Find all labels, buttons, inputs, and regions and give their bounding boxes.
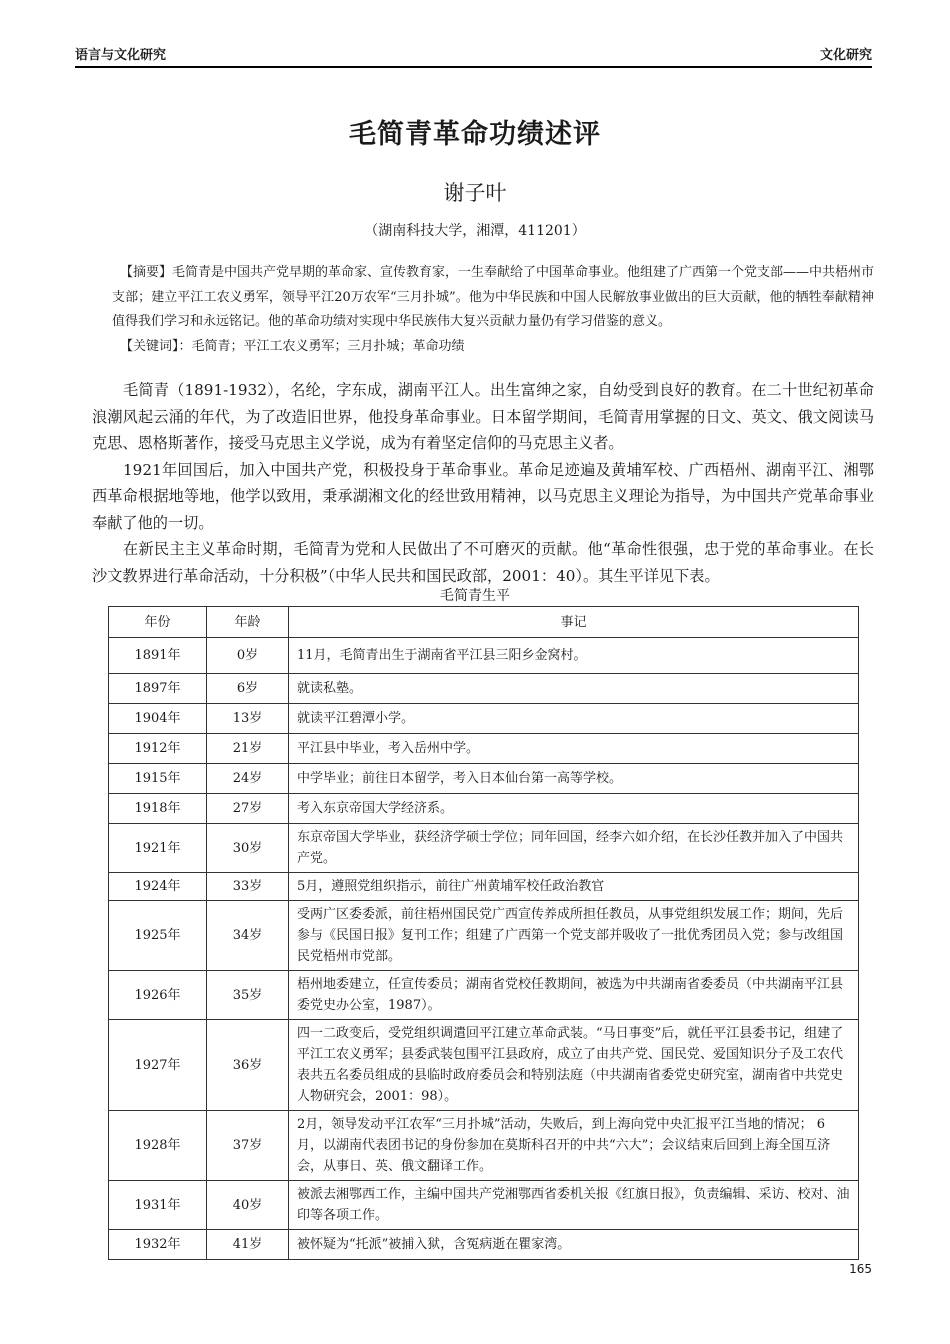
- year-cell: 1921年: [109, 824, 207, 873]
- event-cell: 5月，遵照党组织指示，前往广州黄埔军校任政治教官: [289, 873, 859, 901]
- age-cell: 37岁: [207, 1111, 289, 1181]
- year-cell: 1926年: [109, 971, 207, 1020]
- event-cell: 四一二政变后，受党组织调遣回平江建立革命武装。“马日事变”后，就任平江县委书记，组建了平江工农义勇军；县委武装包围平江县政府，成立了由共产党、国民党、爱国知识分子及工农代表共五名委员组成的县临时政府委员会和特别法庭（中共湖南省委党史研究室，湖南省中共党史人物研究会，2001：98）。: [289, 1020, 859, 1111]
- year-cell: 1932年: [109, 1230, 207, 1260]
- year-cell: 1925年: [109, 901, 207, 971]
- year-cell: 1927年: [109, 1020, 207, 1111]
- age-cell: 34岁: [207, 901, 289, 971]
- age-cell: 21岁: [207, 734, 289, 764]
- year-cell: 1931年: [109, 1181, 207, 1230]
- year-cell: 1918年: [109, 794, 207, 824]
- year-cell: 1915年: [109, 764, 207, 794]
- event-cell: 2月，领导发动平江农军“三月扑城”活动，失败后，到上海向党中央汇报平江当地的情况； 6月，以湖南代表团书记的身份参加在莫斯科召开的中共“六大”；会议结束后回到上海全国互济会，从事日、英、俄文翻译工作。: [289, 1111, 859, 1181]
- table-row: [109, 1181, 859, 1230]
- event-cell: 被派去湘鄂西工作，主编中国共产党湘鄂西省委机关报《红旗日报》，负责编辑、采访、校对、油印等各项工作。: [289, 1181, 859, 1230]
- author-affiliation: （湖南科技大学，湘潭，411201）: [364, 223, 586, 239]
- age-cell: 6岁: [207, 674, 289, 704]
- column-header-year: 年份: [109, 607, 207, 638]
- event-cell: 平江县中毕业，考入岳州中学。: [289, 734, 859, 764]
- year-cell: 1904年: [109, 704, 207, 734]
- event-cell: 被怀疑为“托派”被捕入狱，含冤病逝在瞿家湾。: [289, 1230, 859, 1260]
- table-row: [109, 873, 859, 901]
- body-text: [92, 377, 874, 589]
- table-row: [109, 734, 859, 764]
- year-cell: 1897年: [109, 674, 207, 704]
- table-row: [109, 1230, 859, 1260]
- event-cell: 受两广区委委派，前往梧州国民党广西宣传养成所担任教员，从事党组织发展工作；期间，先后参与《民国日报》复刊工作；组建了广西第一个党支部并吸收了一批优秀团员入党；参与改组国民党梧州市党部。: [289, 901, 859, 971]
- age-cell: 24岁: [207, 764, 289, 794]
- event-cell: 中学毕业；前往日本留学，考入日本仙台第一高等学校。: [289, 764, 859, 794]
- table-row: [109, 1111, 859, 1181]
- event-cell: 就读私塾。: [289, 674, 859, 704]
- journal-name: 语言与文化研究: [75, 48, 167, 63]
- body-paragraph: 毛简青（1891-1932），名纶，字东成，湖南平江人。出生富绅之家，自幼受到良好的教育。在二十世纪初革命浪潮风起云涌的年代，为了改造旧世界，他投身革命事业。日本留学期间，毛简青用掌握的日文、英文、俄文阅读马克思、恩格斯著作，接受马克思主义学说，成为有着坚定信仰的马克思主义者。: [92, 381, 874, 452]
- body-paragraph: 1921年回国后，加入中国共产党，积极投身于革命事业。革命足迹遍及黄埔军校、广西梧州、湖南平江、湘鄂西革命根据地等地，他学以致用，秉承湖湘文化的经世致用精神，以马克思主义理论为指导，为中国共产党革命事业奉献了他的一切。: [92, 460, 874, 532]
- keywords-text: 【关键词】：毛简青；平江工农义勇军；三月扑城；革命功绩: [120, 338, 465, 354]
- event-cell: 梧州地委建立，任宣传委员；湖南省党校任教期间，被选为中共湖南省委委员（中共湖南平江县委党史办公室，1987）。: [289, 971, 859, 1020]
- event-cell: 东京帝国大学毕业，获经济学硕士学位；同年回国，经李六如介绍，在长沙任教并加入了中国共产党。: [289, 824, 859, 873]
- table-row: [109, 824, 859, 873]
- table-row: [109, 901, 859, 971]
- age-cell: 13岁: [207, 704, 289, 734]
- year-cell: 1912年: [109, 734, 207, 764]
- biography-table: [108, 606, 859, 1260]
- age-cell: 33岁: [207, 873, 289, 901]
- age-cell: 35岁: [207, 971, 289, 1020]
- abstract-text: 【摘要】毛简青是中国共产党早期的革命家、宣传教育家，一生奉献给了中国革命事业。他组建了广西第一个党支部——中共梧州市支部；建立平江工农义勇军，领导平江20万农军“三月扑城”。他为中华民族和中国人民解放事业做出的巨大贡献，他的牺牲奉献精神值得我们学习和永远铭记。他的革命功绩对实现中华民族伟大复兴贡献力量仍有学习借鉴的意义。: [112, 265, 875, 329]
- table-header-row: [109, 607, 859, 638]
- year-cell: 1928年: [109, 1111, 207, 1181]
- year-cell: 1924年: [109, 873, 207, 901]
- table-row: [109, 971, 859, 1020]
- table-row: [109, 764, 859, 794]
- event-cell: 就读平江碧潭小学。: [289, 704, 859, 734]
- page-number: 165: [849, 1262, 872, 1276]
- event-cell: 考入东京帝国大学经济系。: [289, 794, 859, 824]
- column-header-age: 年龄: [207, 607, 289, 638]
- age-cell: 0岁: [207, 638, 289, 674]
- table-caption: 毛简青生平: [440, 588, 510, 604]
- table-row: [109, 794, 859, 824]
- table-row: [109, 704, 859, 734]
- section-name: 文化研究: [819, 48, 872, 63]
- age-cell: 36岁: [207, 1020, 289, 1111]
- table-row: [109, 638, 859, 674]
- article-title: 毛简青革命功绩述评: [349, 119, 601, 150]
- column-header-event: 事记: [289, 607, 859, 638]
- running-header: [75, 44, 872, 68]
- age-cell: 30岁: [207, 824, 289, 873]
- table-row: [109, 1020, 859, 1111]
- age-cell: 27岁: [207, 794, 289, 824]
- body-paragraph: 在新民主主义革命时期，毛简青为党和人民做出了不可磨灭的贡献。他“革命性很强，忠于党的革命事业。在长沙文教界进行革命活动，十分积极”（中华人民共和国民政部，2001：40）。其生平详见下表。: [92, 540, 874, 585]
- abstract-block: [112, 261, 874, 359]
- author-name: 谢子叶: [443, 181, 507, 205]
- age-cell: 41岁: [207, 1230, 289, 1260]
- year-cell: 1891年: [109, 638, 207, 674]
- age-cell: 40岁: [207, 1181, 289, 1230]
- table-row: [109, 674, 859, 704]
- event-cell: 11月，毛简青出生于湖南省平江县三阳乡金窝村。: [289, 638, 859, 674]
